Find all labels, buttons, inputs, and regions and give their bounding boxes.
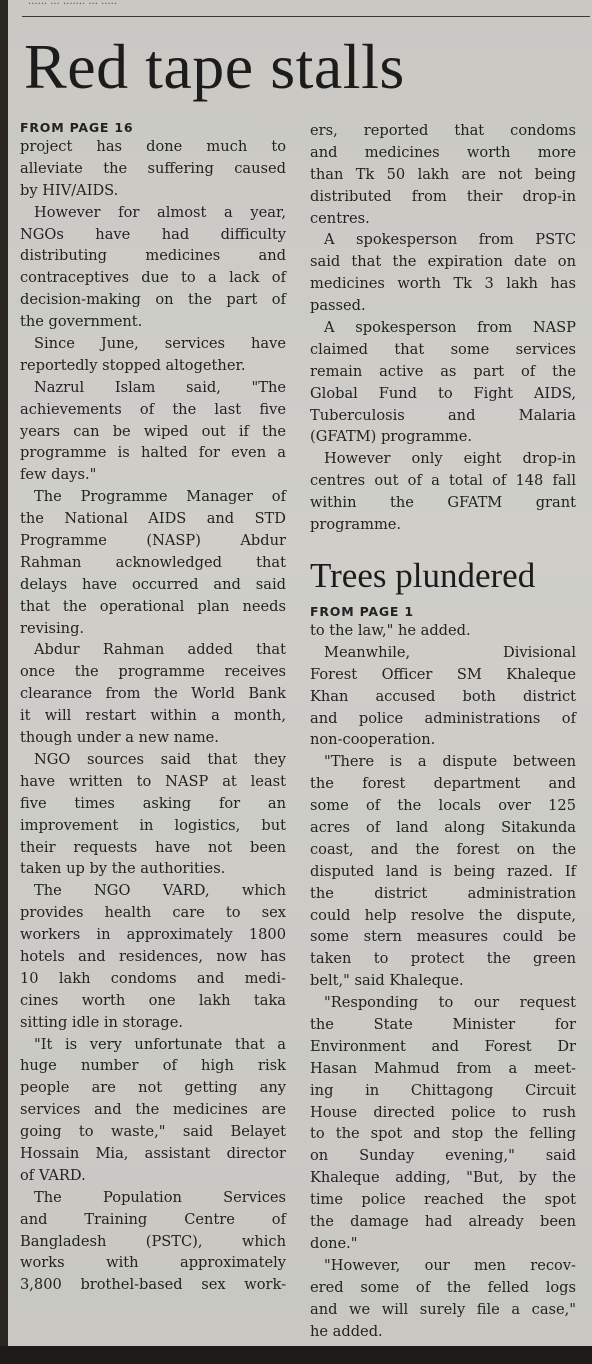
text-line: five times asking for an: [20, 794, 286, 812]
text-line: by HIV/AIDS.: [20, 181, 119, 199]
text-line: services and the medicines are: [20, 1101, 286, 1119]
text-line: non-cooperation.: [310, 731, 436, 749]
text-line: once the programme receives: [20, 663, 286, 681]
text-line: huge number of high risk: [20, 1057, 286, 1075]
text-line: "Responding to our request: [324, 994, 576, 1012]
cut-off-top-text: ······ ··· ······· ··· ·····: [28, 0, 118, 10]
text-line: passed.: [310, 297, 366, 315]
text-line: "There is a dispute between: [324, 753, 576, 771]
article-column-2: [310, 120, 576, 536]
text-line: said that the expiration date on: [310, 253, 576, 271]
text-line: Global Fund to Fight AIDS,: [310, 384, 576, 402]
text-line: going to waste," said Belayet: [20, 1123, 286, 1141]
text-line: Hossain Mia, assistant director: [20, 1144, 286, 1162]
text-line: reportedly stopped altogether.: [20, 356, 246, 374]
top-rule: [22, 16, 590, 17]
text-line: sitting idle in storage.: [20, 1013, 184, 1031]
dark-background-edge: [0, 1346, 592, 1364]
column-body: [310, 620, 576, 1342]
text-line: Since June, services have: [34, 335, 286, 353]
text-line: the National AIDS and STD: [20, 510, 286, 528]
text-line: contraceptives due to a lack of: [20, 269, 286, 287]
text-line: belt," said Khaleque.: [310, 972, 464, 990]
text-line: to the spot and stop the felling: [310, 1125, 576, 1143]
text-line: some of the locals over 125: [310, 797, 576, 815]
text-line: Khan accused both district: [310, 687, 576, 705]
text-line: distributed from their drop-in: [310, 187, 576, 205]
text-line: that the operational plan needs: [20, 597, 286, 615]
text-line: centres.: [310, 209, 370, 227]
jump-line: FROM PAGE 16: [20, 120, 134, 135]
text-line: The Population Services: [34, 1188, 286, 1206]
text-line: 10 lakh condoms and medi-: [20, 969, 286, 987]
text-line: programme is halted for even a: [20, 444, 286, 462]
text-line: Bangladesh (PSTC), which: [20, 1232, 286, 1250]
text-line: delays have occurred and said: [20, 575, 286, 593]
text-line: and Training Centre of: [20, 1210, 286, 1228]
text-line: Programme (NASP) Abdur: [20, 532, 286, 550]
column-body: [20, 136, 286, 1296]
text-line: achievements of the last five: [20, 400, 286, 418]
text-line: Environment and Forest Dr: [310, 1037, 576, 1055]
text-line: their requests have not been: [20, 838, 286, 856]
text-line: people are not getting any: [20, 1079, 286, 1097]
text-line: clearance from the World Bank: [20, 685, 286, 703]
text-line: the damage had already been: [310, 1213, 576, 1231]
text-line: remain active as part of the: [310, 362, 576, 380]
text-line: ing in Chittagong Circuit: [310, 1081, 576, 1099]
text-line: the district administration: [310, 884, 576, 902]
text-line: hotels and residences, now has: [20, 947, 286, 965]
headline: Red tape stalls: [24, 31, 405, 102]
text-line: the forest department and: [310, 775, 576, 793]
text-line: ered some of the felled logs: [310, 1278, 576, 1296]
text-line: some stern measures could be: [310, 928, 576, 946]
text-line: and police administrations of: [310, 709, 576, 727]
text-line: have written to NASP at least: [20, 772, 286, 790]
article-column-3: [310, 604, 576, 1342]
text-line: coast, and the forest on the: [310, 840, 576, 858]
second-headline: Trees plundered: [310, 556, 536, 595]
text-line: "However, our men recov-: [324, 1256, 576, 1274]
text-line: Tuberculosis and Malaria: [310, 406, 576, 424]
newspaper-clipping: [8, 0, 592, 1346]
text-line: claimed that some services: [310, 340, 576, 358]
text-line: "It is very unfortunate that a: [34, 1035, 286, 1053]
text-line: A spokesperson from PSTC: [324, 231, 576, 249]
text-line: and medicines worth more: [310, 143, 576, 161]
text-line: provides health care to sex: [20, 904, 286, 922]
text-line: done.": [310, 1234, 358, 1252]
text-line: he added.: [310, 1322, 383, 1340]
text-line: NGOs have had difficulty: [20, 225, 286, 243]
text-line: (GFATM) programme.: [310, 428, 473, 446]
text-line: A spokesperson from NASP: [324, 319, 576, 337]
jump-line: FROM PAGE 1: [310, 604, 414, 619]
text-line: NGO sources said that they: [34, 750, 286, 768]
text-line: Khaleque adding, "But, by the: [310, 1169, 576, 1187]
text-line: Nazrul Islam said, "The: [34, 378, 286, 396]
text-line: Hasan Mahmud from a meet-: [310, 1059, 576, 1077]
text-line: project has done much to: [20, 138, 286, 155]
text-line: 3,800 brothel-based sex work-: [20, 1276, 286, 1294]
text-line: The NGO VARD, which: [34, 882, 286, 900]
text-line: taken up by the authorities.: [20, 860, 226, 878]
article-column-1: [20, 120, 286, 1296]
text-line: cines worth one lakh taka: [20, 991, 286, 1009]
text-line: House directed police to rush: [310, 1103, 576, 1121]
text-line: alleviate the suffering caused: [20, 159, 286, 177]
text-line: than Tk 50 lakh are not being: [310, 165, 576, 183]
text-line: medicines worth Tk 3 lakh has: [310, 275, 576, 293]
text-line: Abdur Rahman added that: [34, 641, 286, 659]
text-line: The Programme Manager of: [34, 488, 286, 506]
text-line: distributing medicines and: [20, 247, 286, 265]
text-line: centres out of a total of 148 fall: [310, 472, 576, 490]
text-line: and we will surely file a case,": [310, 1300, 576, 1318]
text-line: works with approximately: [20, 1254, 286, 1272]
text-line: However for almost a year,: [34, 203, 286, 221]
text-line: acres of land along Sitakunda: [310, 819, 576, 837]
text-line: decision-making on the part of: [20, 291, 286, 309]
text-line: However only eight drop-in: [324, 450, 576, 468]
text-line: revising.: [20, 619, 85, 637]
text-line: Forest Officer SM Khaleque: [310, 665, 576, 683]
text-line: Rahman acknowledged that: [20, 553, 286, 571]
text-line: few days.": [20, 466, 97, 484]
text-line: of VARD.: [20, 1166, 86, 1184]
text-line: time police reached the spot: [310, 1191, 576, 1209]
text-line: improvement in logistics, but: [20, 816, 286, 834]
text-line: the government.: [20, 313, 143, 331]
text-line: Meanwhile, Divisional: [324, 643, 576, 661]
text-line: programme.: [310, 516, 402, 534]
text-line: it will restart within a month,: [20, 707, 286, 725]
text-line: to the law," he added.: [310, 622, 471, 639]
text-line: though under a new name.: [20, 729, 219, 747]
text-line: the State Minister for: [310, 1016, 576, 1034]
column-body: [310, 120, 576, 536]
text-line: years can be wiped out if the: [20, 422, 286, 440]
text-line: could help resolve the dispute,: [310, 906, 576, 924]
text-line: on Sunday evening," said: [310, 1147, 576, 1165]
text-line: workers in approximately 1800: [20, 926, 286, 944]
text-line: within the GFATM grant: [310, 494, 576, 512]
text-line: ers, reported that condoms: [310, 122, 576, 139]
text-line: taken to protect the green: [310, 950, 576, 968]
text-line: disputed land is being razed. If: [310, 862, 576, 880]
